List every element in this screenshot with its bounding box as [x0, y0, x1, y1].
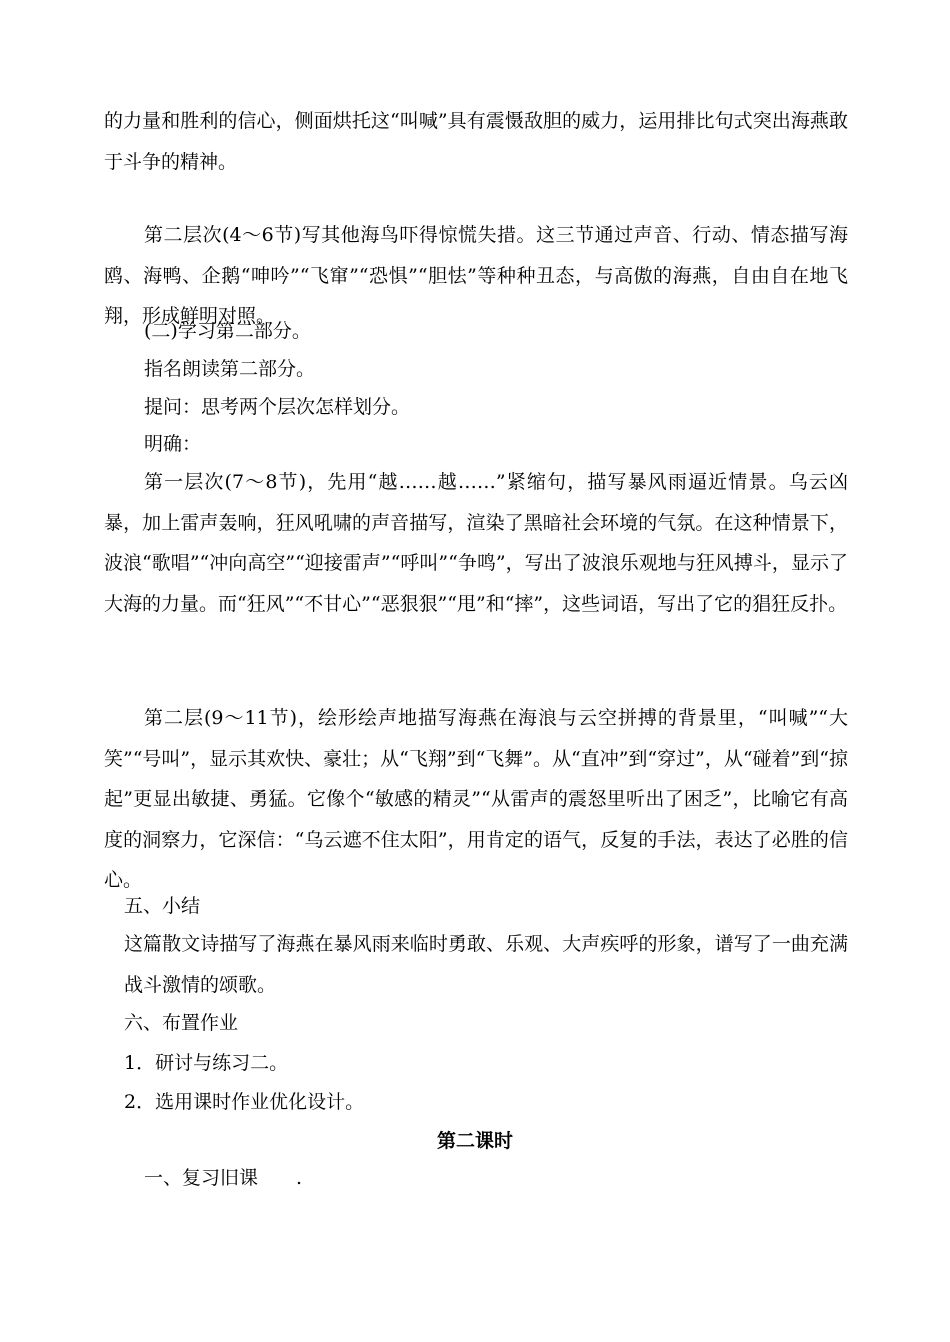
paragraph-4: 指名朗读第二部分。: [144, 358, 316, 380]
paragraph-7: 第一层次(7～8节)，先用“越……越……”紧缩句，描写暴风雨逼近情景。乌云凶暴，加上雷声轰响，狂风吼啸的声音描写，渲染了黑暗社会环境的气氛。在这种情景下，波浪“歌唱”“冲向高空”“迎接雷声”“呼叫”“争鸣”，写出了波浪乐观地与狂风搏斗，显示了大海的力量。而“狂风”“不甘心”“恶狠狠”“甩”和“摔”，这些词语，写出了它的猖狂反扑。: [104, 471, 848, 615]
paragraph-summary: 这篇散文诗描写了海燕在暴风雨来临时勇敢、乐观、大声疾呼的形象，谱写了一曲充满战斗激情的颂歌。: [124, 933, 848, 996]
homework-item-1: 1．研讨与练习二。: [124, 1052, 289, 1074]
lesson-heading: 第二课时: [436, 1130, 513, 1152]
section-five-heading: 五、小结: [124, 895, 201, 917]
paragraph-3: (二)学习第二部分。: [144, 320, 311, 342]
paragraph-1: 的力量和胜利的信心，侧面烘托这“叫喊”具有震慑敌胆的威力，运用排比句式突出海燕敢于斗争的精神。: [104, 110, 848, 173]
paragraph-5: 提问：思考两个层次怎样划分。: [144, 396, 411, 418]
paragraph-6: 明确：: [144, 433, 202, 455]
homework-item-2: 2．选用课时作业优化设计。: [124, 1091, 365, 1113]
paragraph-2: 第二层次(4～6节)写其他海鸟吓得惊慌失措。这三节通过声音、行动、情态描写海鸥、海鸭、企鹅“呻吟”“飞窜”“恐惧”“胆怯”等种种丑态，与高傲的海燕，自由自在地飞翔，形成鲜明对照。: [104, 224, 848, 327]
section-six-heading: 六、布置作业: [124, 1012, 239, 1034]
review-heading: 一、复习旧课 .: [144, 1167, 303, 1189]
paragraph-8: 第二层(9～11节)，绘形绘声地描写海燕在海浪与云空拼搏的背景里，“叫喊”“大笑”“号叫”，显示其欢快、豪壮；从“飞翔”到“飞舞”。从“直冲”到“穿过”，从“碰着”到“掠起”更显出敏捷、勇猛。它像个“敏感的精灵”“从雷声的震怒里听出了困乏”，比喻它有高度的洞察力，它深信：“乌云遮不住太阳”，用肯定的语气，反复的手法，表达了必胜的信心。: [104, 707, 848, 891]
